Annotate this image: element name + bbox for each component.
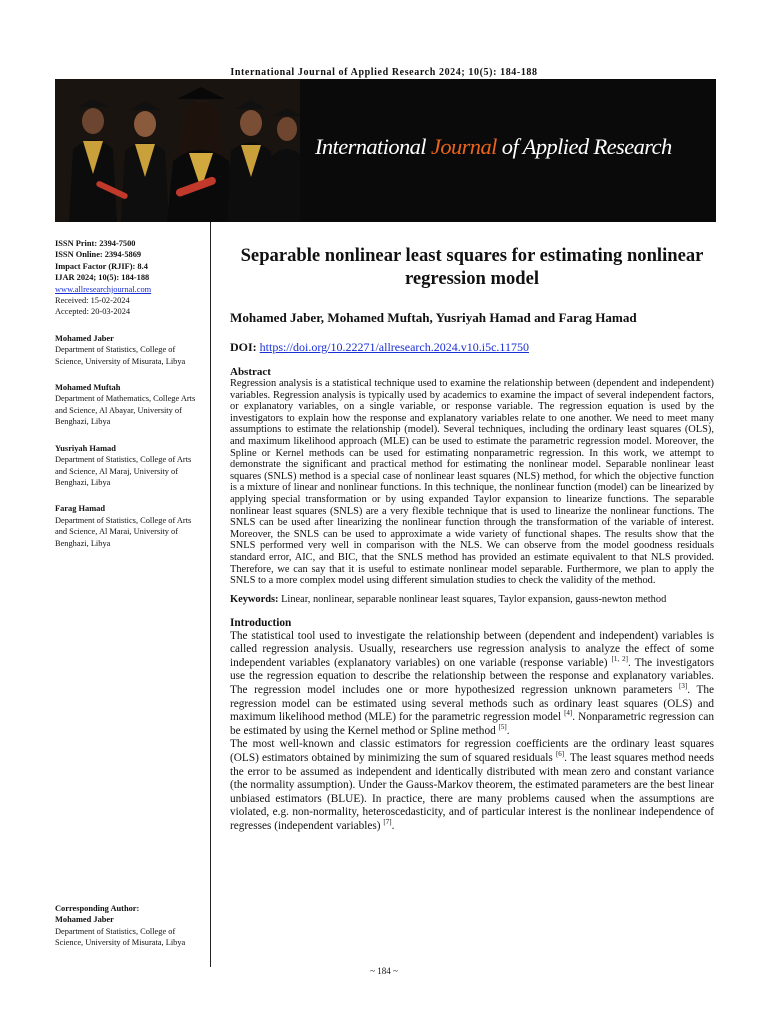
column-divider <box>210 222 211 967</box>
received-date: Received: 15-02-2024 <box>55 296 130 306</box>
author-affiliation <box>55 382 205 428</box>
journal-banner-title <box>315 134 672 160</box>
doi-line <box>230 340 714 355</box>
banner-title-part: of Applied Research <box>496 134 672 159</box>
main-column <box>230 244 714 834</box>
intro-text-run: . The investigators use the regression equation to describe the relationship between the response and explanatory variables. The regression model includes one or more hypothesized regression unknown parameters <box>230 656 714 697</box>
impact-factor: Impact Factor (RJIF): 8.4 <box>55 261 148 271</box>
paper-authors: Mohamed Jaber, Mohamed Muftah, Yusriyah Hamad and Farag Hamad <box>230 310 637 325</box>
citation: [1, 2] <box>611 655 628 664</box>
citation: [7] <box>383 818 392 827</box>
banner-title-part: International <box>315 134 431 159</box>
author-affiliation-text: Department of Mathematics, College Arts and Science, Al Abayar, University of Benghazi, Libya <box>55 394 196 427</box>
corresponding-affiliation: Department of Statistics, College of Science, University of Misurata, Libya <box>55 926 186 948</box>
author-name: Mohamed Muftah <box>55 383 121 393</box>
author-affiliation <box>55 443 205 489</box>
intro-text-run: . The regression model can be estimated using several methods such as ordinary least squares (OLS) and maximum likelihood method (MLE) for the parametric regression model <box>230 684 715 724</box>
intro-text-run: . Nonparametric regression can be estimated by using the Kernel method or Spline method <box>230 711 714 737</box>
corresponding-label: Corresponding Author: <box>55 904 140 913</box>
intro-text-run: . The least squares method needs the error to be assumed as independent and identically distributed with mean zero and constant variance (the normality assumption). Under the Gauss-Markov theorem, the estimated parameters are the best linear unbiased estimators (BLUE). In practice, there are many problems caused when the assumptions are violated, e.g. non-normality, heteroscedasticity, and of particular interest is the nonlinear independence of regresses (independent variables) <box>230 752 714 832</box>
author-name: Mohamed Jaber <box>55 333 114 343</box>
left-sidebar <box>55 238 205 549</box>
introduction-heading: Introduction <box>230 616 292 629</box>
keywords-label: Keywords: <box>230 593 279 605</box>
citation: [6] <box>555 750 565 759</box>
issn-online: ISSN Online: 2394-5869 <box>55 250 142 260</box>
corresponding-name: Mohamed Jaber <box>55 915 114 925</box>
author-affiliation <box>55 333 205 367</box>
journal-citation-line: International Journal of Applied Research 2024; 10(5): 184-188 <box>230 67 538 78</box>
banner-title-accent: Journal <box>430 134 497 159</box>
intro-text-run: The most well-known and classic estimators for regression coefficients are the ordinary least squares (OLS) estimators obtained by minimizing the sum of squared residuals <box>230 738 714 765</box>
page-number: ~ 184 ~ <box>370 966 398 976</box>
paper-title: Separable nonlinear least squares for estimating nonlinear regression model <box>240 245 704 289</box>
introduction-paragraph <box>230 630 714 739</box>
keywords <box>230 594 714 606</box>
introduction-paragraph <box>230 738 714 833</box>
citation: [3] <box>679 682 688 691</box>
citation: [5] <box>498 723 507 732</box>
issue-citation: IJAR 2024; 10(5): 184-188 <box>55 273 150 283</box>
accepted-date: Accepted: 20-03-2024 <box>55 307 131 317</box>
doi-link[interactable]: https://doi.org/10.22271/allresearch.2024.v10.i5c.11750 <box>259 340 529 354</box>
author-affiliation-text: Department of Statistics, College of Arts and Science, Al Marai, University of Benghazi, Libya <box>55 515 192 548</box>
author-affiliation <box>55 503 205 549</box>
author-affiliation-text: Department of Statistics, College of Arts and Science, Al Maraj, University of Benghazi, Libya <box>55 455 192 487</box>
intro-text-run: The statistical tool used to investigate the relationship between (dependent and independent) variables is called regression analysis. Usually, researchers use regression analysis to analyze the effect of some independent variables (explanatory variables) on one variable (response variable) <box>230 629 714 669</box>
intro-text-run: . <box>391 820 395 832</box>
abstract-text: Regression analysis is a statistical technique used to examine the relationship between (dependent and independent) variables. Regression analysis is typically used by academics to examine the impact of several independent factors, or explanatory variables, on a single variable, or response variable. The regression equation is used by the investigators to explain how the response and explanatory variables relate to one another. We need to meet many assumptions to estimate the relationship (model). Several techniques, including the ordinary least squares (OLS), and maximum likelihood approach (MLE) can be used to estimate the parametric regression model. Moreover, the Spline or Kernel methods can be used for estimating nonparametric regression. In this work, we attempt to demonstrate the significant and practical method for estimating the nonlinear model. Separable nonlinear least squares (SNLS) method is a special case of nonlinear least squares (NLS) method, for which the objective function is a mixture of linear and nonlinear functions. In this technique, the nonlinear function (model) can be linearized by applying special transformation or by using expanded Taylor expansion to linearize functions. The separable nonlinear least squares (SNLS) are a very flexible technique that is used to linearize the nonlinear functions. The SNLS can be used after linearizing the nonlinear function through the transformation of the variable of interest. Moreover, the SNLS can be used to approximate a wide variety of functional shapes. The results show that the SNLS performed very well in comparison with the NLS. We can observe from the model goodness residuals standard error, AIC, and BIC, that the SNLS method has provided an estimate equivalent to that NLS provided. Therefore, we can say that it is useful to estimate nonlinear model separable. Furthermore, we plan to apply the SNLS to a more complex model using different simulation studies to check the validity of the method. <box>230 378 714 587</box>
corresponding-author <box>55 903 205 949</box>
journal-banner <box>55 79 716 222</box>
intro-text-run: . <box>506 724 510 737</box>
keywords-text: Linear, nonlinear, separable nonlinear least squares, Taylor expansion, gauss-newton method <box>278 593 667 605</box>
issn-print: ISSN Print: 2394-7500 <box>55 239 136 248</box>
doi-label: DOI: <box>230 340 257 354</box>
author-name: Yusriyah Hamad <box>55 443 116 453</box>
author-affiliation-text: Department of Statistics, College of Science, University of Misurata, Libya <box>55 345 186 366</box>
graduates-photo <box>55 79 300 222</box>
journal-website-link[interactable]: www.allresearchjournal.com <box>55 284 152 294</box>
citation: [4] <box>564 709 573 718</box>
author-name: Farag Hamad <box>55 504 106 514</box>
abstract-heading: Abstract <box>230 366 271 378</box>
